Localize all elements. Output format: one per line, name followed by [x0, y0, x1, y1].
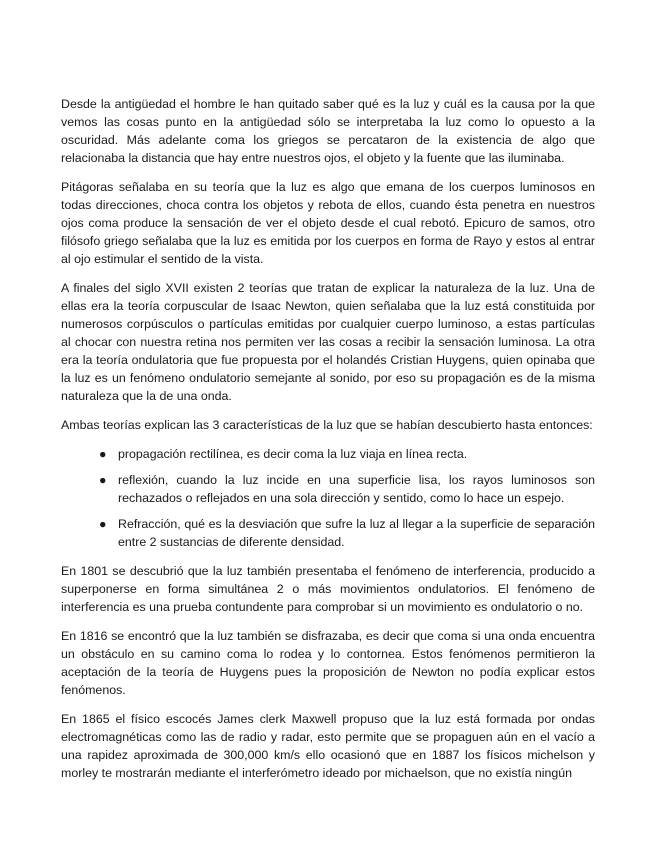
bullet-icon: ●	[99, 473, 107, 487]
list-item	[61, 515, 595, 551]
paragraph-1801: En 1801 se descubrió que la luz también presentaba el fenómeno de interferencia, producido a superponerse en forma simultánea 2 o más movimientos ondulatorios. El fenómeno de interferencia es una prueba contundente para comprobar si un movimiento es ondulatorio o no.	[61, 564, 595, 614]
document-page	[61, 95, 595, 793]
paragraph-antiguedad: Desde la antigüedad el hombre le han quitado saber qué es la luz y cuál es la causa por la que vemos las cosas punto en la antigüedad sólo se interpretaba la luz como lo opuesto a la oscuridad. Más adelante coma los griegos se percataron de la existencia de algo que relacionaba la distancia que hay entre nuestros ojos, el objeto y la fuente que las iluminaba.	[61, 97, 595, 165]
list-item-text: reflexión, cuando la luz incide en una superficie lisa, los rayos luminosos son rechazados o reflejados en una sola dirección y sentido, como lo hace un espejo.	[118, 473, 595, 505]
bullet-icon: ●	[99, 447, 107, 461]
paragraph-1865: En 1865 el físico escocés James clerk Maxwell propuso que la luz está formada por ondas electromagnéticas como las de radio y radar, esto permite que se propaguen aún en el vacío a una rapidez aproximada de 300,000 km/s ello ocasionó que en 1887 los físicos michelson y morley te mostrarán mediante el interferómetro ideado por michaelson, que no existía ningún	[61, 712, 595, 780]
characteristics-list	[61, 445, 595, 551]
list-item-text: propagación rectilínea, es decir coma la luz viaja en línea recta.	[118, 447, 468, 461]
bullet-icon: ●	[99, 517, 107, 531]
list-item	[61, 471, 595, 507]
paragraph-siglo-xvii: A finales del siglo XVII existen 2 teorías que tratan de explicar la naturaleza de la luz. Una de ellas era la teoría corpuscular de Isaac Newton, quien señalaba que la luz está constituida por numerosos corpúsculos o partículas emitidas por cualquier cuerpo luminoso, a estas partículas al chocar con nuestra retina nos permiten ver las cosas a recibir la sensación luminosa. La otra era la teoría ondulatoria que fue propuesta por el holandés Cristian Huygens, quien opinaba que la luz es un fenómeno ondulatorio semejante al sonido, por eso su propagación es de la misma naturaleza que la de una onda.	[61, 281, 595, 403]
list-item	[61, 445, 595, 463]
paragraph-1816: En 1816 se encontró que la luz también se disfrazaba, es decir que coma si una onda encuentra un obstáculo en su camino coma lo rodea y lo contornea. Estos fenómenos permitieron la aceptación de la teoría de Huygens pues la proposición de Newton no podía explicar estos fenómenos.	[61, 629, 595, 697]
paragraph-pitagoras: Pitágoras señalaba en su teoría que la luz es algo que emana de los cuerpos luminosos en todas direcciones, choca contra los objetos y rebota de ellos, cuando ésta penetra en nuestros ojos coma produce la sensación de ver el objeto desde el cual rebotó. Epicuro de samos, otro filósofo griego señalaba que la luz es emitida por los cuerpos en forma de Rayo y estos al entrar al ojo estimular el sentido de la vista.	[61, 180, 595, 266]
list-item-text: Refracción, qué es la desviación que sufre la luz al llegar a la superficie de separación entre 2 sustancias de diferente densidad.	[118, 517, 595, 549]
paragraph-ambas-teorias: Ambas teorías explican las 3 características de la luz que se habían descubierto hasta entonces:	[61, 418, 593, 432]
